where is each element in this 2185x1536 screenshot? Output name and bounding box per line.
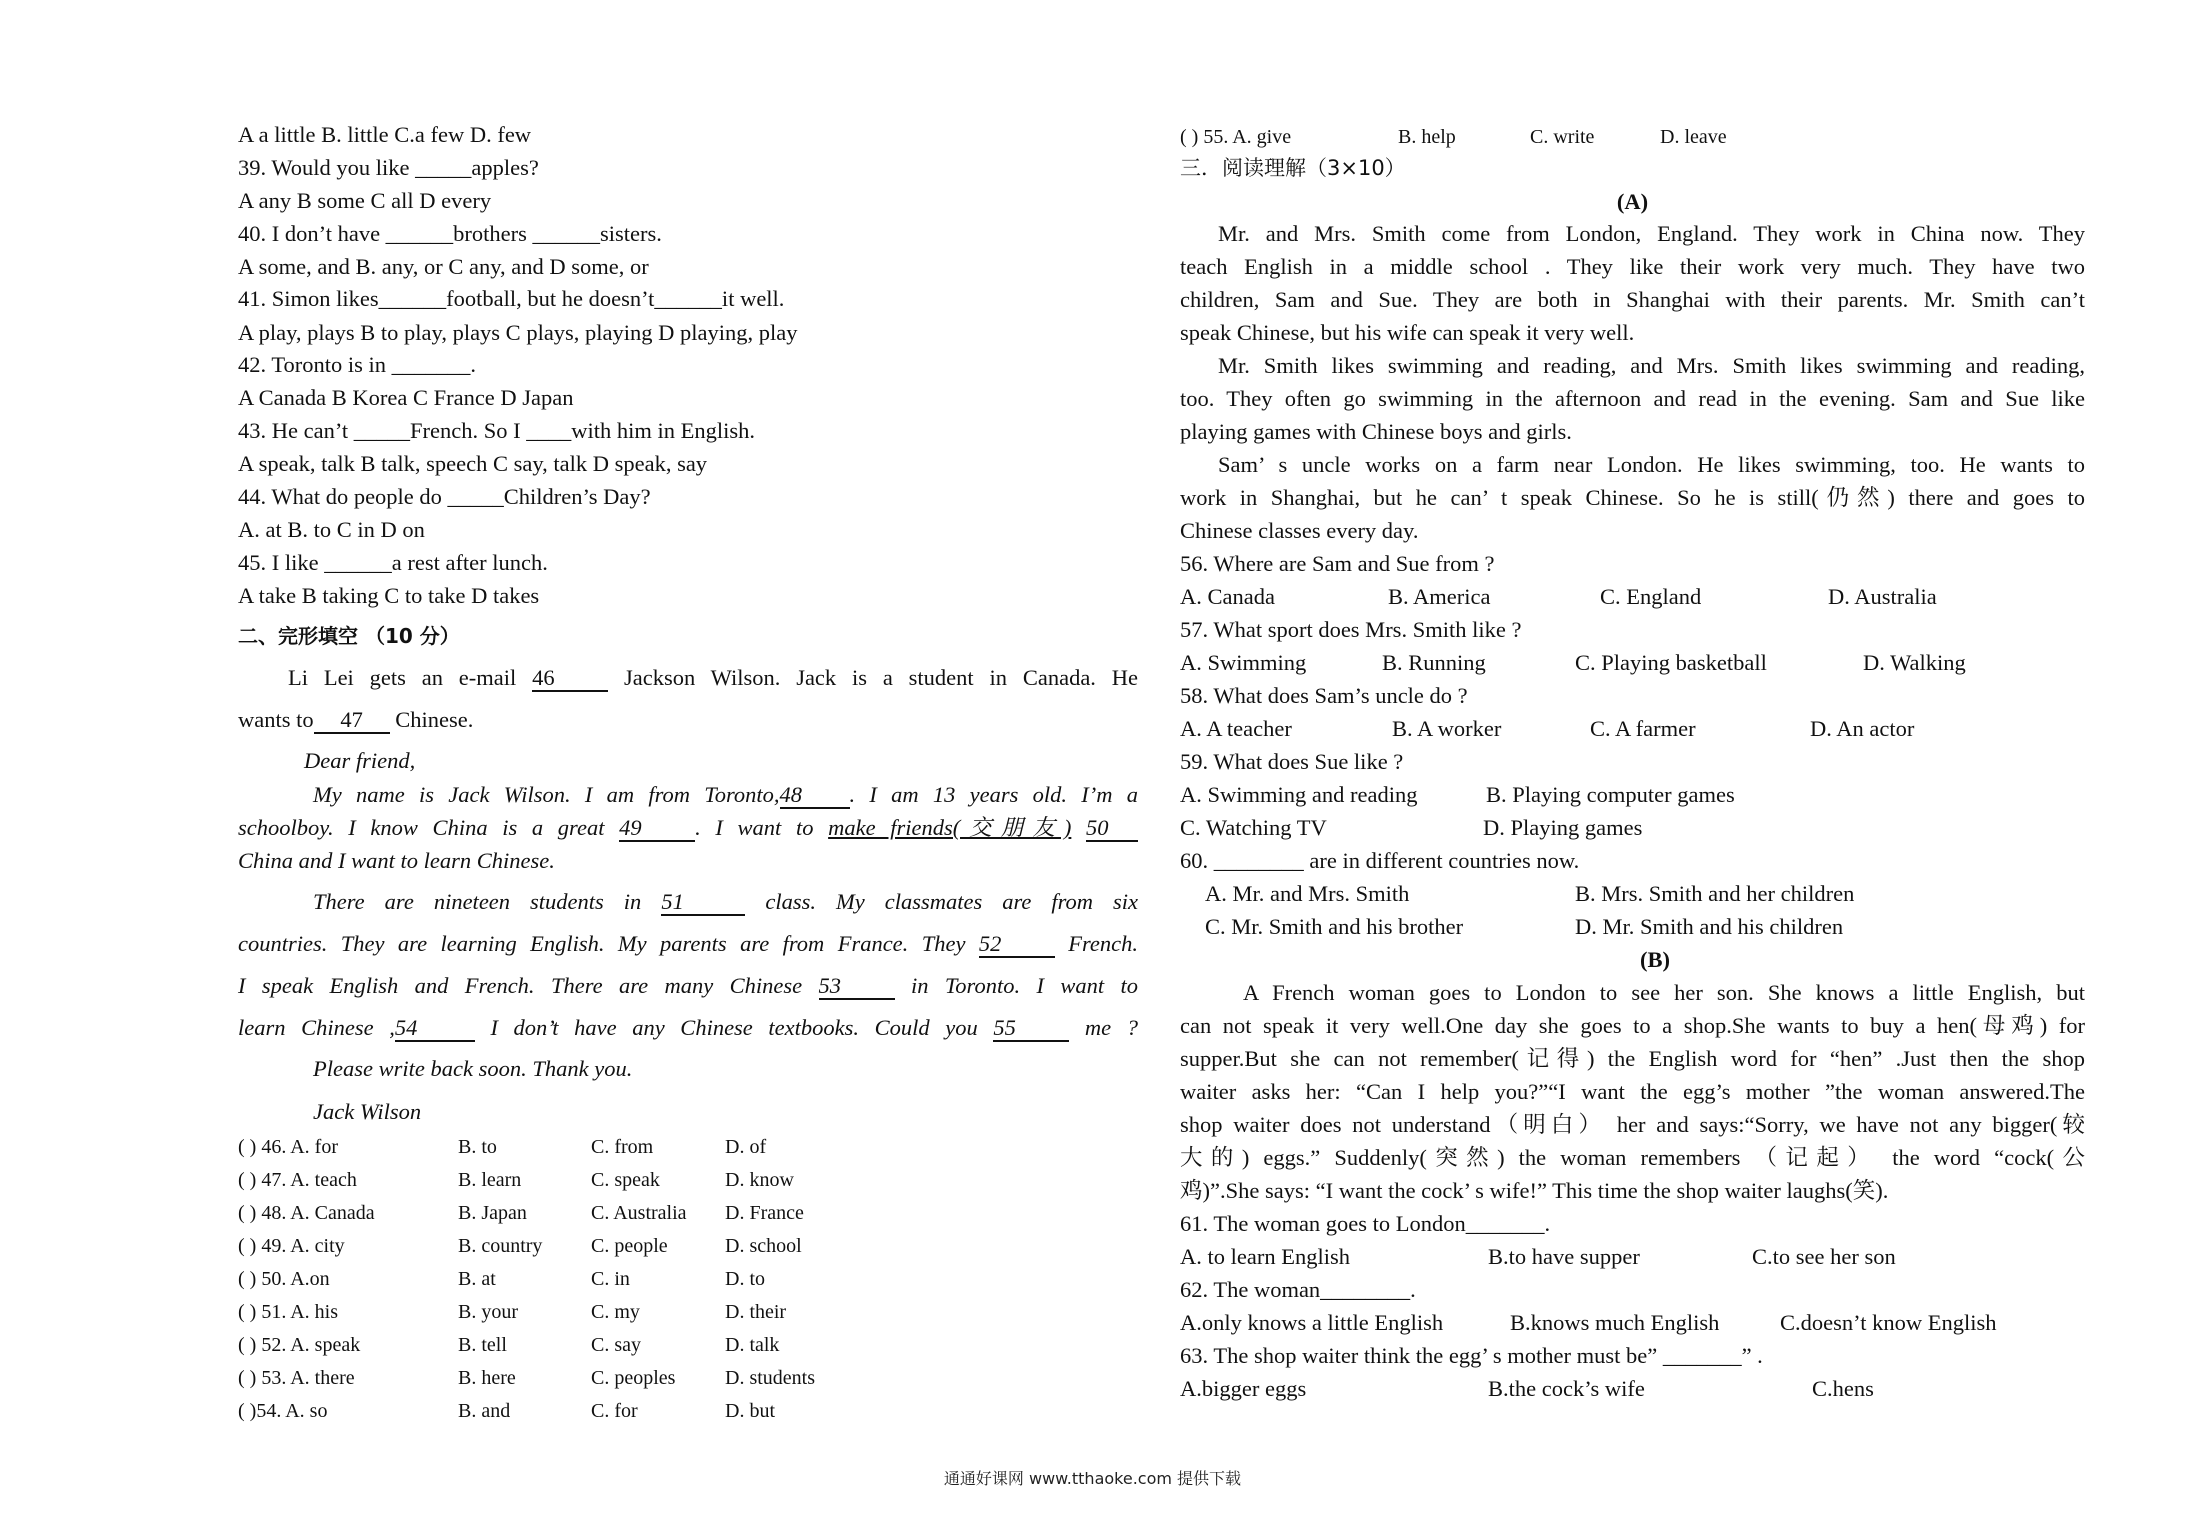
letter-signature: Jack Wilson (313, 1099, 422, 1124)
cloze-text: schoolboy. I know China is a great (238, 815, 605, 840)
passage-a-line: too. They often go swimming in the afternoon and read in the evening. Sam and Sue like (1180, 386, 2085, 411)
cloze-text: class. My classmates are from six (765, 889, 1139, 914)
option-text: C. say (591, 1334, 641, 1356)
option-text: A. A teacher (1180, 716, 1292, 741)
question-58: 58. What does Sam’s uncle do ? (1180, 683, 1468, 708)
cloze-text: Jackson Wilson. Jack is a student in Canada. He (623, 665, 1139, 690)
option-text: C. Playing basketball (1575, 650, 1767, 675)
blank-54: 54 (395, 1016, 475, 1042)
cloze-text: learn Chinese , (238, 1015, 395, 1040)
option-text: D. know (725, 1169, 794, 1191)
question-43: 43. He can’t _____French. So I ____with him in English. (238, 418, 756, 443)
option-text: B.the cock’s wife (1488, 1376, 1645, 1401)
option-text: B.to have supper (1488, 1244, 1640, 1269)
question-57: 57. What sport does Mrs. Smith like ? (1180, 617, 1522, 642)
option-text: ( ) 55. A. give (1180, 126, 1292, 148)
option-text: C. England (1600, 584, 1702, 609)
blank-53: 53 (819, 974, 895, 1000)
option-text: A.bigger eggs (1180, 1376, 1307, 1401)
passage-a-line: speak Chinese, but his wife can speak it very well. (1180, 320, 1635, 345)
option-line-38: A a little B. little C.a few D. few (238, 122, 532, 147)
option-line-43: A speak, talk B talk, speech C say, talk D speak, say (238, 451, 708, 476)
option-text: A. Mr. and Mrs. Smith (1205, 881, 1410, 906)
option-text: ( ) 50. A.on (238, 1268, 330, 1290)
option-text: ( ) 46. A. for (238, 1136, 338, 1158)
letter-greeting: Dear friend, (304, 748, 416, 773)
option-text: D. Walking (1863, 650, 1966, 675)
cloze-text: wants to (238, 707, 314, 732)
option-text: C. speak (591, 1169, 660, 1191)
option-text: C. from (591, 1136, 654, 1158)
cloze-text: countries. They are learning English. My parents are from France. They (238, 931, 966, 956)
letter-line-7 (238, 1014, 1138, 1042)
option-text: B. Japan (458, 1202, 527, 1224)
option-line-39: A any B some C all D every (238, 188, 492, 213)
option-text: B. your (458, 1301, 518, 1323)
option-line-42: A Canada B Korea C France D Japan (238, 385, 574, 410)
cloze-text: I speak English and French. There are many Chinese (238, 973, 803, 998)
letter-line-3: China and I want to learn Chinese. (238, 848, 555, 873)
cloze-text: in Toronto. I want to (910, 973, 1138, 998)
option-text: A. Canada (1180, 584, 1275, 609)
passage-b-line: can not speak it very well.One day she goes to a shop.She wants to buy a hen(母鸡) for (1180, 1013, 2085, 1038)
passage-a-line: Chinese classes every day. (1180, 518, 1419, 543)
blank-51: 51 (661, 890, 745, 916)
option-text: B. to (458, 1136, 497, 1158)
blank-55: 55 (993, 1016, 1069, 1042)
option-text: B.knows much English (1510, 1310, 1720, 1335)
option-text: D. Australia (1828, 584, 1937, 609)
option-text: D. Mr. Smith and his children (1575, 914, 1844, 939)
option-line-45: A take B taking C to take D takes (238, 583, 540, 608)
question-45: 45. I like ______a rest after lunch. (238, 550, 548, 575)
question-60: 60. ________ are in different countries now. (1180, 848, 1580, 873)
passage-a-line: children, Sam and Sue. They are both in Shanghai with their parents. Mr. Smith can’t (1180, 287, 2085, 312)
option-text: B. country (458, 1235, 543, 1257)
letter-line-2 (238, 814, 1138, 842)
passage-b-line: shop waiter does not understand（明白） her and says:“Sorry, we have not any bigger(较 (1180, 1112, 2085, 1137)
blank-48: 48 (780, 783, 850, 809)
option-text: D. An actor (1810, 716, 1915, 741)
cloze-text: There are nineteen students in (313, 889, 642, 914)
blank-46: 46 (532, 666, 608, 692)
letter-line-1 (238, 781, 1138, 809)
option-text: ( )54. A. so (238, 1400, 328, 1422)
option-text: C. peoples (591, 1367, 676, 1389)
option-text: D. students (725, 1367, 815, 1389)
option-text: C. in (591, 1268, 630, 1290)
option-text: B. Running (1382, 650, 1486, 675)
question-44: 44. What do people do _____Children’s Day? (238, 484, 651, 509)
option-text: B. and (458, 1400, 511, 1422)
cloze-text: . I want to (695, 815, 814, 840)
option-text: D. of (725, 1136, 767, 1158)
question-39: 39. Would you like _____apples? (238, 155, 539, 180)
option-text: A. Swimming (1180, 650, 1307, 675)
option-text: D. France (725, 1202, 804, 1224)
option-text: D. school (725, 1235, 802, 1257)
option-text: B. learn (458, 1169, 522, 1191)
page-footer: 通通好课网 www.tthaoke.com 提供下载 (943, 1469, 1242, 1488)
question-40: 40. I don’t have ______brothers ______sisters. (238, 221, 662, 246)
passage-a-heading: (A) (1616, 189, 1649, 214)
passage-b-heading: (B) (1640, 947, 1670, 972)
blank-49: 49 (619, 816, 695, 842)
option-text: A. to learn English (1180, 1244, 1350, 1269)
question-62: 62. The woman________. (1180, 1277, 1416, 1302)
cloze-text: Chinese. (395, 707, 474, 732)
section-cloze-heading: 二、完形填空 （10 分） (238, 624, 460, 648)
cloze-text: Li Lei gets an e-mail (288, 665, 517, 690)
option-text: ( ) 51. A. his (238, 1301, 338, 1323)
passage-b-line: waiter asks her: “Can I help you?”“I want the egg’s mother ”the woman answered.The (1180, 1079, 2085, 1104)
option-text: B. help (1398, 126, 1456, 148)
option-text: C. A farmer (1590, 716, 1696, 741)
passage-a-line: Mr. and Mrs. Smith come from London, England. They work in China now. They (1218, 221, 2085, 246)
option-line-40: A some, and B. any, or C any, and D some, or (238, 254, 649, 279)
letter-closing: Please write back soon. Thank you. (313, 1056, 633, 1081)
question-63: 63. The shop waiter think the egg’ s mother must be” _______” . (1180, 1343, 1763, 1368)
question-61: 61. The woman goes to London_______. (1180, 1211, 1551, 1236)
letter-line-5 (238, 930, 1138, 958)
cloze-text: I don’t have any Chinese textbooks. Could you (490, 1015, 978, 1040)
option-line-44: A. at B. to C in D on (238, 517, 425, 542)
question-59: 59. What does Sue like ? (1180, 749, 1404, 774)
option-text: D. but (725, 1400, 775, 1422)
option-text: C.to see her son (1752, 1244, 1896, 1269)
option-text: C.hens (1812, 1376, 1874, 1401)
option-text: C. people (591, 1235, 668, 1257)
question-56: 56. Where are Sam and Sue from ? (1180, 551, 1495, 576)
option-text: ( ) 48. A. Canada (238, 1202, 375, 1224)
option-text: D. Playing games (1483, 815, 1643, 840)
letter-line-6 (238, 972, 1138, 1000)
option-text: C. Watching TV (1180, 815, 1327, 840)
cloze-text: My name is Jack Wilson. I am from Toronto, (313, 782, 780, 807)
cloze-text: . I am 13 years old. I’m a (849, 782, 1138, 807)
passage-a-line: work in Shanghai, but he can’ t speak Chinese. So he is still(仍然) there and goes to (1180, 485, 2085, 510)
cloze-text: make friends(交朋友) (828, 815, 1072, 840)
passage-b-line: 鸡)”.She says: “I want the cock’ s wife!” This time the shop waiter laughs(笑). (1180, 1178, 1889, 1203)
option-text: A.only knows a little English (1180, 1310, 1444, 1335)
section-reading-heading: 三．阅读理解（3×10） (1180, 156, 1406, 180)
option-text: D. their (725, 1301, 787, 1323)
question-42: 42. Toronto is in _______. (238, 352, 477, 377)
option-text: ( ) 49. A. city (238, 1235, 345, 1257)
blank-50: 50 (1086, 816, 1138, 842)
option-text: C. my (591, 1301, 640, 1323)
blank-52: 52 (979, 932, 1055, 958)
option-text: ( ) 53. A. there (238, 1367, 355, 1389)
passage-b-line: 大的) eggs.” Suddenly(突然) the woman remembers （记起） the word “cock(公 (1180, 1145, 2085, 1170)
option-text: C.doesn’t know English (1780, 1310, 1997, 1335)
passage-a-line: playing games with Chinese boys and girls. (1180, 419, 1572, 444)
option-text: B. Playing computer games (1486, 782, 1735, 807)
option-text: B. Mrs. Smith and her children (1575, 881, 1855, 906)
option-text: A. Swimming and reading (1180, 782, 1418, 807)
option-text: D. to (725, 1268, 765, 1290)
option-text: D. talk (725, 1334, 780, 1356)
option-text: C. Australia (591, 1202, 687, 1224)
option-text: C. Mr. Smith and his brother (1205, 914, 1464, 939)
cloze-intro-line-1 (238, 664, 1138, 692)
passage-b-line: A French woman goes to London to see her son. She knows a little English, but (1243, 980, 2085, 1005)
option-text: B. A worker (1392, 716, 1502, 741)
option-text: ( ) 52. A. speak (238, 1334, 361, 1356)
option-line-41: A play, plays B to play, plays C plays, playing D playing, play (238, 320, 798, 345)
option-text: B. at (458, 1268, 496, 1290)
passage-a-line: Mr. Smith likes swimming and reading, and Mrs. Smith likes swimming and reading, (1218, 353, 2085, 378)
option-text: C. write (1530, 126, 1595, 148)
letter-line-4 (238, 888, 1138, 916)
option-text: B. here (458, 1367, 516, 1389)
cloze-text: me ? (1084, 1015, 1139, 1040)
cloze-intro-line-2 (238, 706, 473, 734)
passage-a-line: teach English in a middle school . They like their work very much. They have two (1180, 254, 2085, 279)
option-text: B. tell (458, 1334, 507, 1356)
cloze-text: French. (1068, 931, 1139, 956)
option-text: D. leave (1660, 126, 1727, 148)
option-text: ( ) 47. A. teach (238, 1169, 357, 1191)
option-text: B. America (1388, 584, 1491, 609)
blank-47: 47 (314, 708, 390, 734)
passage-b-line: supper.But she can not remember(记得) the English word for “hen” .Just then the shop (1180, 1046, 2085, 1071)
option-text: C. for (591, 1400, 638, 1422)
passage-a-line: Sam’ s uncle works on a farm near London. He likes swimming, too. He wants to (1218, 452, 2085, 477)
question-41: 41. Simon likes______football, but he doesn’t______it well. (238, 286, 785, 311)
